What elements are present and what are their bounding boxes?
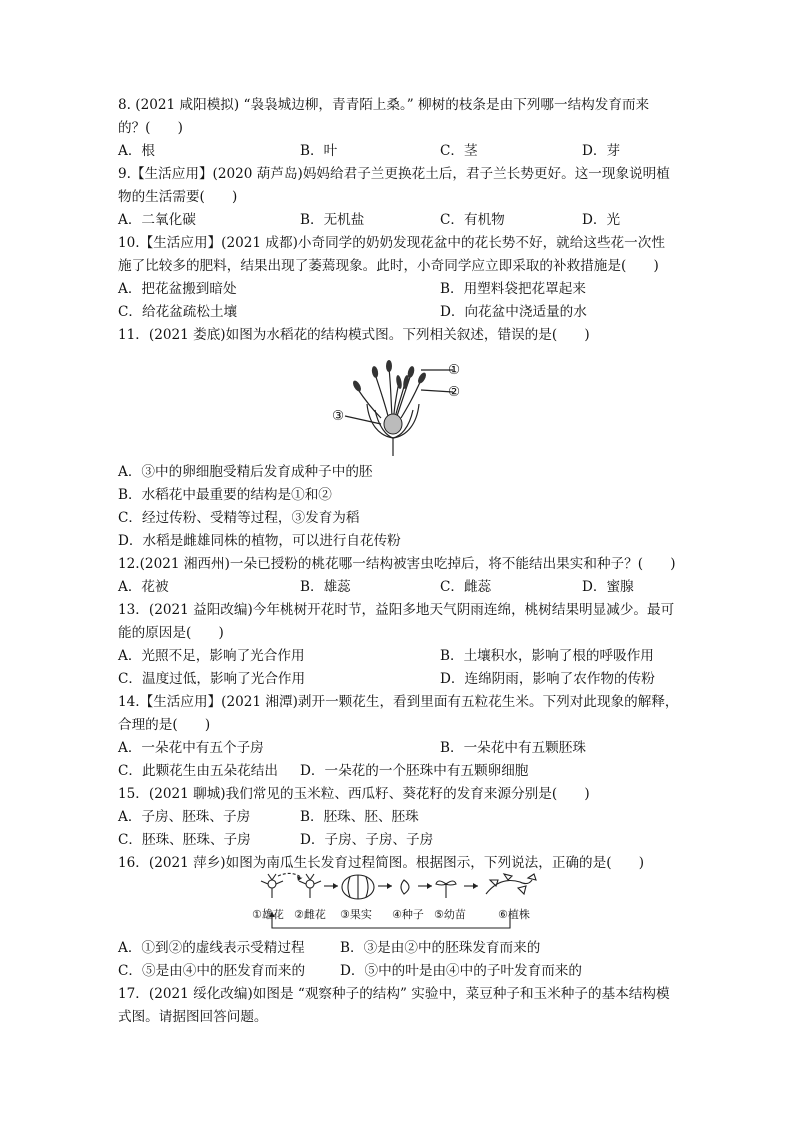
q15-option-b: B．胚珠、胚、胚珠 [300, 809, 419, 825]
q12-option-a: A．花被 [118, 579, 169, 595]
q11-stem: 11．(2021 娄底)如图为水稻花的结构模式图。下列相关叙述，错误的是( ) [118, 327, 590, 343]
q14-stem-line1: 14.【生活应用】(2021 湘潭)剥开一颗花生，看到里面有五粒花生米。下列对此现象的解释， [118, 694, 679, 710]
q10-option-b: B．用塑料袋把花罩起来 [440, 281, 586, 297]
q9-stem-line2: 物的生活需要( ) [118, 189, 238, 205]
q17-stem-line2: 式图。请据图回答问题。 [118, 1009, 268, 1025]
q13-option-b: B．土壤积水，影响了根的呼吸作用 [440, 648, 654, 664]
q13-stem-line2: 能的原因是( ) [118, 625, 224, 641]
q16-option-a: A．①到②的虚线表示受精过程 [118, 940, 305, 956]
q11-option-d: D．水稻是雌雄同株的植物，可以进行自花传粉 [118, 533, 401, 549]
q9-option-c: C．有机物 [440, 212, 505, 228]
q11-option-a: A．③中的卵细胞受精后发育成种子中的胚 [118, 464, 373, 480]
q12-option-b: B．雄蕊 [300, 579, 351, 595]
q9-option-d: D．光 [582, 212, 621, 228]
q8-option-d: D．芽 [582, 143, 621, 159]
q14-option-c: C．此颗花生由五朵花结出 [118, 763, 278, 779]
q8-option-a: A．根 [118, 143, 156, 159]
q9-option-a: A．二氧化碳 [118, 212, 196, 228]
rice-flower-figure [325, 352, 465, 460]
q12-stem: 12.(2021 湘西州)一朵已授粉的桃花哪一结构被害虫吃掉后，将不能结出果实和种子？( ) [118, 556, 676, 572]
q10-option-c: C．给花盆疏松土壤 [118, 304, 238, 320]
q12-option-c: C．雌蕊 [440, 579, 492, 595]
q8-option-b: B．叶 [300, 143, 338, 159]
q9-option-b: B．无机盐 [300, 212, 365, 228]
rice-figure-label-3: ③ [332, 408, 345, 424]
rice-figure-label-2: ② [448, 384, 461, 400]
rice-figure-label-1: ① [448, 362, 461, 378]
q15-option-c: C．胚珠、胚珠、子房 [118, 832, 251, 848]
pumpkin-label-male-flower: ①雄花 [252, 908, 284, 921]
q10-stem-line1: 10.【生活应用】(2021 成都)小奇同学的奶奶发现花盆中的花长势不好，就给这些花一次性 [118, 235, 665, 251]
pumpkin-label-female-flower: ②雌花 [294, 908, 326, 921]
q15-option-d: D．子房、子房、子房 [300, 832, 434, 848]
q15-option-a: A．子房、胚珠、子房 [118, 809, 251, 825]
pumpkin-label-fruit: ③果实 [340, 908, 372, 921]
q8-stem-line2: 的？( ) [118, 120, 183, 136]
q15-stem: 15．(2021 聊城)我们常见的玉米粒、西瓜籽、葵花籽的发育来源分别是( ) [118, 786, 590, 802]
q13-option-a: A．光照不足，影响了光合作用 [118, 648, 305, 664]
pumpkin-label-seed: ④种子 [392, 908, 424, 921]
q12-option-d: D．蜜腺 [582, 579, 634, 595]
q14-option-a: A．一朵花中有五个子房 [118, 740, 264, 756]
q14-stem-line2: 合理的是( ) [118, 717, 211, 733]
q16-option-c: C．⑤是由④中的胚发育而来的 [118, 963, 306, 979]
q13-stem-line1: 13．(2021 益阳改编)今年桃树开花时节，益阳多地天气阴雨连绵，桃树结果明显减少。最可 [118, 602, 675, 618]
pumpkin-lifecycle-figure [252, 872, 552, 934]
q10-option-d: D．向花盆中浇适量的水 [440, 304, 587, 320]
q13-option-d: D．连绵阴雨，影响了农作物的传粉 [440, 671, 655, 687]
q9-stem-line1: 9.【生活应用】(2020 葫芦岛)妈妈给君子兰更换花土后，君子兰长势更好。这一现象说明植 [118, 166, 670, 182]
pumpkin-label-plant: ⑥植株 [498, 908, 530, 921]
pumpkin-label-seedling: ⑤幼苗 [434, 908, 466, 921]
q8-option-c: C．茎 [440, 143, 478, 159]
q10-stem-line2: 施了比较多的肥料，结果出现了萎蔫现象。此时，小奇同学应立即采取的补救措施是( ) [118, 258, 659, 274]
q11-option-b: B．水稻花中最重要的结构是①和② [118, 487, 332, 503]
q11-option-c: C．经过传粉、受精等过程，③发育为稻 [118, 510, 360, 526]
q14-option-d: D．一朵花的一个胚珠中有五颗卵细胞 [300, 763, 529, 779]
q16-option-d: D．⑤中的叶是由④中的子叶发育而来的 [340, 963, 582, 979]
q16-option-b: B．③是由②中的胚珠发育而来的 [340, 940, 541, 956]
q14-option-b: B．一朵花中有五颗胚珠 [440, 740, 586, 756]
q8-stem-line1: 8. (2021 咸阳模拟) “袅袅城边柳，青青陌上桑。” 柳树的枝条是由下列哪一结构发育而来 [118, 97, 650, 113]
q16-stem: 16．(2021 萍乡)如图为南瓜生长发育过程简图。根据图示，下列说法，正确的是( ) [118, 855, 645, 871]
q13-option-c: C．温度过低，影响了光合作用 [118, 671, 306, 687]
q17-stem-line1: 17．(2021 绥化改编)如图是 “观察种子的结构” 实验中，菜豆种子和玉米种子的基本结构模 [118, 986, 670, 1002]
q10-option-a: A．把花盆搬到暗处 [118, 281, 237, 297]
